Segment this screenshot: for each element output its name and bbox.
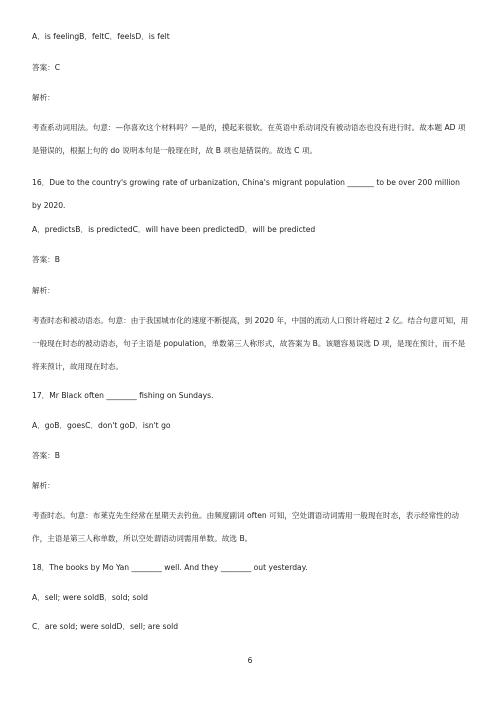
line-q18-options-cd: C．are sold; were soldD．sell; are sold (32, 622, 179, 631)
line-q15-options: A．is feelingB．feltC．feelsD．is felt (32, 32, 170, 41)
line-q17-stem: 17．Mr Black often ________ fishing on Sundays. (32, 391, 214, 400)
page-number: 6 (247, 656, 253, 665)
para-q15-explanation: 考查系动词用法。句意：—你喜欢这个材料吗？—是的，摸起来很软。在英语中系动词没有被动语态也没有进行时。故本题 AD 项是错误的，根据上句的 do 说明本句是一般现在时，故 B 项也是错误的。故选 C 项。 (32, 123, 466, 155)
line-q17-answer: 答案：B (32, 451, 60, 460)
line-q18-options-ab: A．sell; were soldB．sold; sold (32, 593, 148, 602)
line-q17-analysis-label: 解析： (32, 481, 55, 490)
para-q17-explanation: 考查时态。句意：布莱克先生经常在星期天去钓鱼。由频度副词 often 可知，空处谓语动词需用一般现在时态，表示经常性的动作，主语是第三人称单数，所以空处谓语动词需用单数。故选 B。 (32, 511, 459, 543)
para-q16-stem: 16．Due to the country's growing rate of urbanization, China's migrant population _______ to be over 200 million by 2020. (32, 178, 460, 210)
line-q16-answer: 答案：B (32, 255, 60, 264)
line-q16-options: A．predictsB．is predictedC．will have been predictedD．will be predicted (32, 225, 316, 234)
line-q15-analysis-label: 解析： (32, 93, 55, 102)
line-q17-options: A．goB．goesC．don't goD．isn't go (32, 421, 171, 430)
line-q18-stem: 18．The books by Mo Yan ________ well. And they ________ out yesterday. (32, 563, 308, 572)
line-q15-answer: 答案：C (32, 63, 61, 72)
line-q16-analysis-label: 解析： (32, 286, 55, 295)
para-q16-explanation: 考查时态和被动语态。句意：由于我国城市化的速度不断提高，到 2020 年，中国的流动人口预计将超过 2 亿。结合句意可知，用一般现在时态的被动语态，句子主语是 population，单数第三人称形式，故答案为 B。该题容易误选 D 项，是现在预计，而不是将来预计，故用现在时态。 (32, 316, 469, 371)
